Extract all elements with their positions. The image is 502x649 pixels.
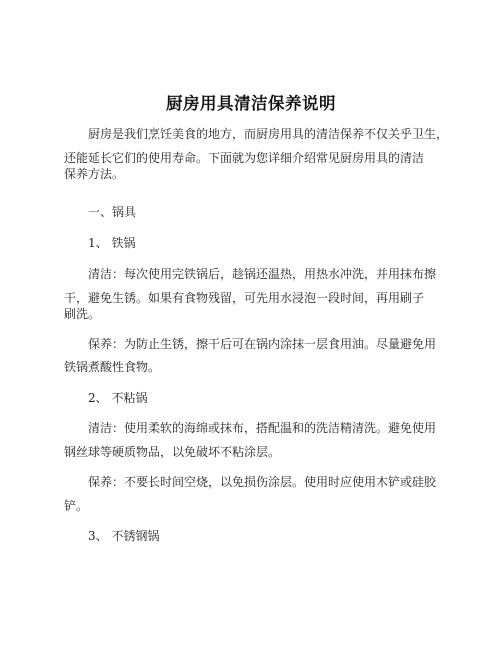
- item-heading-stainless-pot: 3、 不锈钢锅: [88, 529, 160, 543]
- nonstick-care-line-1: 保养：不要长时间空烧，以免损伤涂层。使用时应使用木铲或硅胶: [88, 475, 437, 489]
- nonstick-clean-line-1: 清洁：使用柔软的海绵或抹布，搭配温和的洗洁精清洗。避免使用: [88, 421, 437, 435]
- iron-wok-clean-line-2: 干，避免生锈。如果有食物残留，可先用水浸泡一段时间，再用刷子: [64, 291, 425, 305]
- section-heading-cookware: 一、锅具: [88, 205, 137, 219]
- iron-wok-care-line-2: 铁锅煮酸性食物。: [64, 360, 161, 374]
- item-heading-iron-wok: 1、 铁锅: [88, 236, 136, 250]
- intro-line-2: 还能延长它们的使用寿命。下面就为您详细介绍常见厨房用具的清洁: [64, 151, 425, 165]
- iron-wok-clean-line-1: 清洁：每次使用完铁锅后，趁锅还温热，用热水冲洗，并用抹布擦: [88, 267, 437, 281]
- iron-wok-care-line-1: 保养：为防止生锈，擦干后可在锅内涂抹一层食用油。尽量避免用: [88, 337, 437, 351]
- item-heading-nonstick-pan: 2、 不粘锅: [88, 391, 148, 405]
- nonstick-clean-line-2: 钢丝球等硬质物品，以免破坏不粘涂层。: [64, 445, 281, 459]
- iron-wok-clean-line-3: 刷洗。: [64, 307, 101, 321]
- nonstick-care-line-2: 铲。: [64, 499, 89, 513]
- intro-line-3: 保养方法。: [64, 167, 125, 181]
- page-title: 厨房用具清洁保养说明: [166, 94, 336, 113]
- intro-line-1: 厨房是我们烹饪美食的地方，而厨房用具的清洁保养不仅关乎卫生，: [88, 127, 449, 141]
